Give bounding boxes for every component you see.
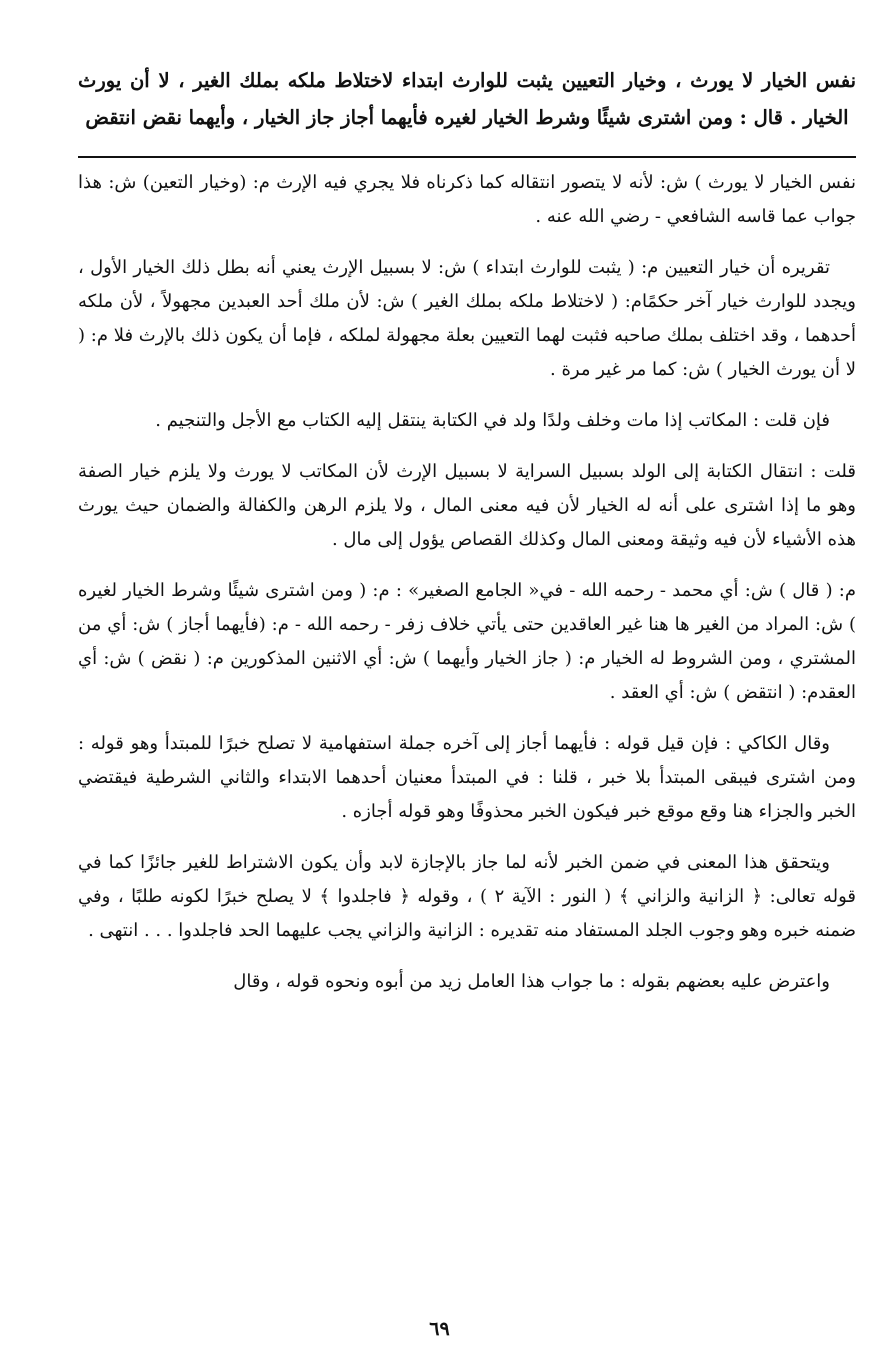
commentary-paragraph: واعترض عليه بعضهم بقوله : ما جواب هذا العامل زيد من أبوه ونحوه قوله ، وقال <box>233 971 830 992</box>
matn-separator-rule <box>78 156 856 158</box>
commentary-paragraph: تقريره أن خيار التعيين م: ( يثبت للوارث ابتداء ) ش: لا بسبيل الإرث يعني أنه بطل ذلك الخيار الأول ، ويجدد للوارث خيار آخر حكمًام: ( لاختلاط ملكه بملك الغير ) ش: لأن ملك أحد العبدين مجهولاً ، لأن ملكه أحدهما ، وقد اختلف بملك صاحبه فثبت لهما التعيين بعلة مجهولة لملكه ، فإما أن يكون ذلك بالإرث فلا م: ( لا أن يورث الخيار ) ش: كما مر غير مرة . <box>78 257 856 380</box>
commentary-paragraph: قلت : انتقال الكتابة إلى الولد بسبيل السراية لا بسبيل الإرث لأن المكاتب لا يورث ولا يلزم خيار الصفة وهو ما إذا اشترى على أنه له الخيار لأن فيه معنى المال ، ولا يلزم الرهن والكفالة والضمان حيث يورث هذه الأشياء لأن فيه وثيقة ومعنى المال وكذلك القصاص يؤول إلى مال . <box>78 461 856 550</box>
commentary-paragraph: ويتحقق هذا المعنى في ضمن الخبر لأنه لما جاز بالإجازة لابد وأن يكون الاشتراط للغير جائزًا كما في قوله تعالى: ﴿ الزانية والزاني ﴾ ( النور : الآية ٢ ) ، وقوله ﴿ فاجلدوا ﴾ لا يصلح خبرًا لكونه طلبًا ، وفي ضمنه خبره وهو وجوب الجلد المستفاد منه تقديره : الزانية والزاني يجب عليهما الحد فاجلدوا . . . انتهى . <box>78 852 856 941</box>
commentary-paragraph: م: ( قال ) ش: أي محمد - رحمه الله - في« الجامع الصغير» : م: ( ومن اشترى شيئًا وشرط الخيار لغيره ) ش: المراد من الغير ها هنا غير العاقدين حتى يأتي خلاف زفر - رحمه الله - م: (فأيهما أجاز ) ش: أي من المشتري ، ومن الشروط له الخيار م: ( جاز الخيار وأيهما ) ش: أي الاثنين المذكورين م: ( نقض ) ش: أي العقدم: ( انتقض ) ش: أي العقد . <box>78 580 856 703</box>
commentary-paragraph: نفس الخيار لا يورث ) ش: لأنه لا يتصور انتقاله كما ذكرناه فلا يجري فيه الإرث م: (وخيار التعين) ش: هذا جواب عما قاسه الشافعي - رضي الله عنه . <box>78 172 856 227</box>
commentary-paragraph: وقال الكاكي : فإن قيل قوله : فأيهما أجاز إلى آخره جملة استفهامية لا تصلح خبرًا للمبتدأ وهو قوله : ومن اشترى فيبقى المبتدأ بلا خبر ، قلنا : في المبتدأ معنيان أحدهما الابتداء والثاني الشرطية فيقتضي الخبر والجزاء هنا وقع موقع خبر فيكون الخبر محذوفًا وهو قوله أجازه . <box>78 733 856 822</box>
page-number: ٦٩ <box>429 1318 450 1340</box>
matn-text: نفس الخيار لا يورث ، وخيار التعيين يثبت للوارث ابتداء لاختلاط ملكه بملك الغير ، لا أن يورث الخيار . قال : ومن اشترى شيئًا وشرط الخيار لغيره فأيهما أجاز جاز الخيار ، وأيهما نقض انتقض <box>78 69 856 129</box>
commentary-paragraph: فإن قلت : المكاتب إذا مات وخلف ولدًا ولد في الكتابة ينتقل إليه الكتاب مع الأجل والتنجيم . <box>155 410 830 431</box>
book-page <box>78 62 856 1016</box>
